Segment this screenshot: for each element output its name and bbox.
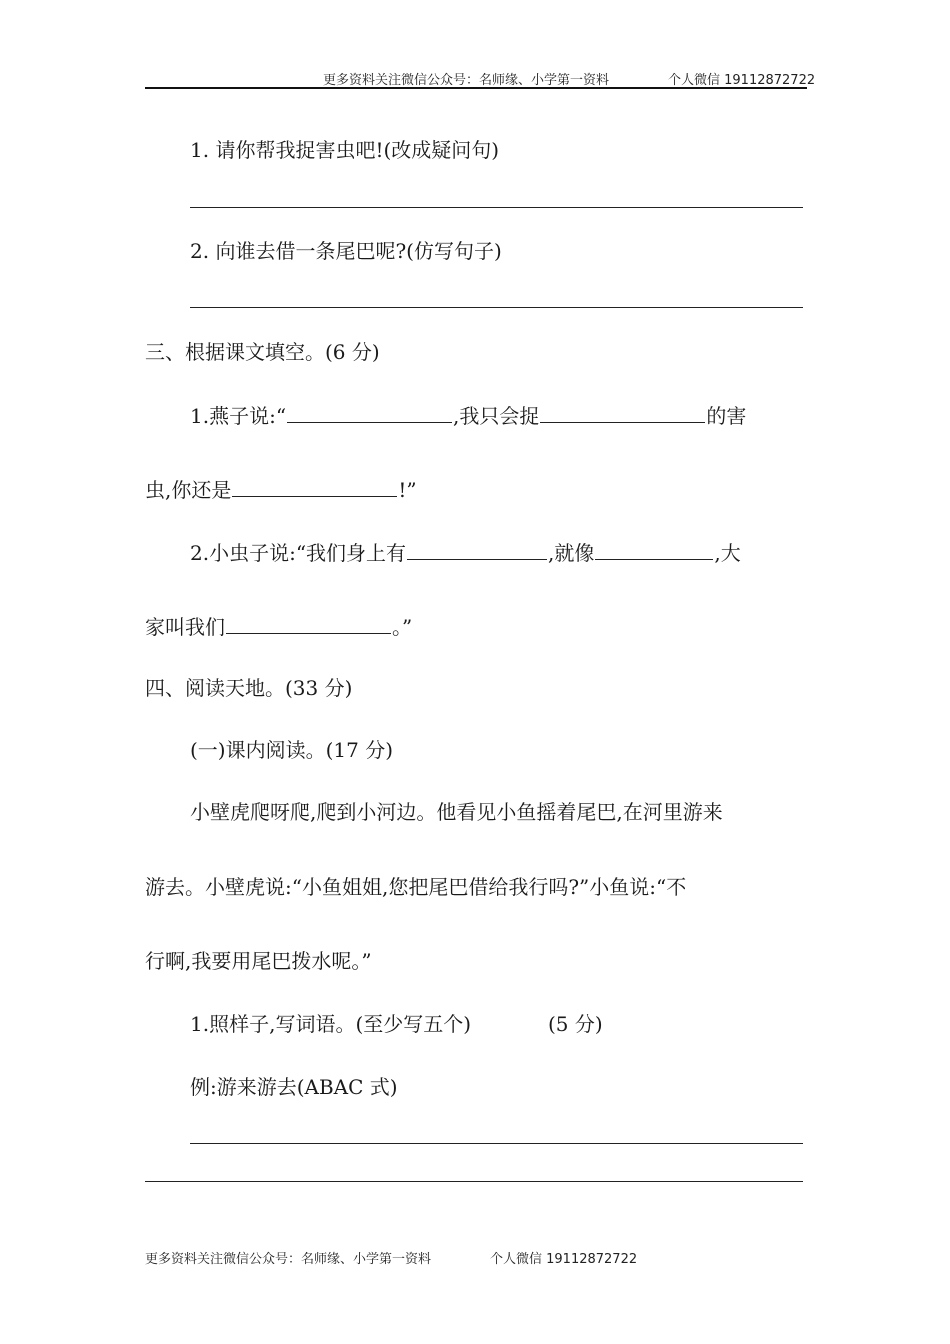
header-wechat: 个人微信 19112872722 [668,73,816,88]
fill-q2-text-a: 2.小虫子说:“我们身上有 [190,541,407,565]
fill-q1-text-b: ,我只会捉 [453,404,540,428]
header-source: 更多资料关注微信公众号：名师缘、小学第一资料 [323,73,610,88]
fill-blank[interactable] [287,404,452,423]
answer-line-3[interactable] [190,1143,803,1144]
fill-q1-text-e: !” [398,478,417,502]
fill-q2-text-d: 家叫我们 [145,615,225,639]
q-change-to-question: 1. 请你帮我捉害虫吧!(改成疑问句) [190,138,500,162]
fill-q2-text-b: ,就像 [548,541,595,565]
fill-q1-text-a: 1.燕子说:“ [190,404,287,428]
fill-blank[interactable] [232,478,397,497]
fill-q2-line1 [190,541,741,563]
passage-line-1: 小壁虎爬呀爬,爬到小河边。他看见小鱼摇着尾巴,在河里游来 [190,800,723,824]
reading-q1-score: (5 分) [548,1012,603,1036]
fill-q2-line2 [145,615,412,637]
fill-blank[interactable] [407,541,547,560]
section3-title: 三、根据课文填空。(6 分) [145,340,380,364]
answer-line-1[interactable] [190,207,803,208]
fill-q1-line2 [145,478,417,500]
fill-q2-text-c: ,大 [714,541,741,565]
fill-q1-text-d: 虫,你还是 [145,478,232,502]
example-text: 例:游来游去(ABAC 式) [190,1075,398,1099]
fill-q2-text-e: 。” [392,615,413,639]
header-divider [145,87,807,89]
fill-q1-line1 [190,404,746,426]
fill-q1-text-c: 的害 [706,404,747,428]
fill-blank[interactable] [595,541,713,560]
q-imitate-sentence: 2. 向谁去借一条尾巴呢?(仿写句子) [190,239,502,263]
footer-wechat: 个人微信 19112872722 [490,1252,638,1267]
footer-source: 更多资料关注微信公众号：名师缘、小学第一资料 [145,1252,432,1267]
fill-blank[interactable] [540,404,705,423]
section4-title: 四、阅读天地。(33 分) [145,676,353,700]
passage-line-3: 行啊,我要用尾巴拨水呢。” [145,949,372,973]
section4-subtitle: (一)课内阅读。(17 分) [190,738,394,762]
passage-line-2: 游去。小壁虎说:“小鱼姐姐,您把尾巴借给我行吗?”小鱼说:“不 [145,875,687,899]
answer-line-2[interactable] [190,307,803,308]
answer-line-4[interactable] [145,1181,803,1182]
fill-blank[interactable] [226,615,391,634]
reading-q1: 1.照样子,写词语。(至少写五个) [190,1012,472,1036]
